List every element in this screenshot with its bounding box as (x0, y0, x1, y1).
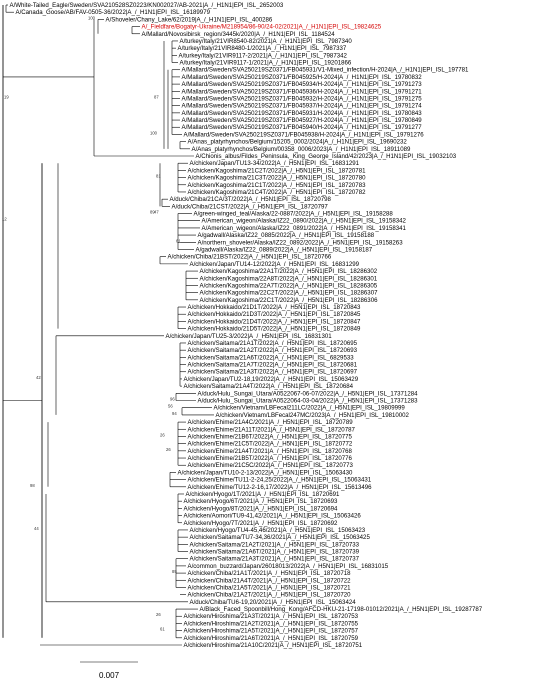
tip-label: A/Mallard/Sweden/SVA250219SZ0371/FB045936/H-2024|A_/_H1N1|EPI_ISL_19791271 (181, 88, 422, 96)
bootstrap-value: 12 (2, 216, 7, 222)
tip-label: A/chicken/Japan/TU10-2-13/2022|A_/_H5N1|EPI_ISL_15063430 (177, 469, 353, 477)
tip-label: A/chicken/Hyogo/TU4-45,46/2021|A_/_H5N1|EPI_ISL_15063423 (189, 526, 366, 534)
tip-label: A/chicken/Hokkaido/21D4T/2022|A_/_H5N1|EPI_ISL_18720847 (187, 318, 361, 326)
tip-label: A/chicken/Kagoshima/22A8T/2022|A_/_H5N1|EPI_ISL_18286301 (199, 275, 378, 283)
tip-label: A/Mallard/Sweden/SVA250219SZ0371/FB045937/H-2024|A_/_H1N1|EPI_ISL_19791274 (181, 102, 422, 110)
tip-label: A/chicken/Kagoshima/21C2T/2022|A_/_H5N1|EPI_ISL_18720781 (187, 167, 366, 175)
tip-label: A/chicken/Kagoshima/21C1T/2022|A_/_H5N1|EPI_ISL_18720783 (187, 181, 366, 189)
tip-label: A/chicken/Japan/TU14-12/2022|A_/_H5N1|EPI_ISL_16831299 (189, 260, 360, 268)
tip-label: A/northern_shoveler/Alaska/IZ22_0892/2022|A_/_H5N1|EPI_ISL_19158263 (197, 239, 403, 247)
tip-label: A/chicken/Saitama/21A2T/2022|A_/_H5N1|EPI_ISL_18720693 (187, 347, 358, 355)
tip-label: A/duck/Hulu_Sungai_Utara/A0522067-06-07/2022|A_/_H5N1|EPI_ISL_17371284 (197, 390, 418, 398)
tip-labels (10, 2, 483, 649)
tip-label: A/chicken/Saitama/21A7T/2022|A_/_H5N1|EPI_ISL_18720681 (187, 361, 358, 369)
tip-label: A/green-winged_teal/Alaska/22-0887/2022|A_/_H5N1|EPI_ISL_19158288 (193, 210, 393, 218)
highlighted-tip-label: A/_Fieldfare/Bogatyr-Ukraine/M218954/86-90/24-02/2021|A_/_H1N1|EPI_ISL_19824625 (141, 23, 382, 31)
bootstrap-value: 26 (160, 432, 165, 438)
tip-label: A/Shoveler/Chany_Lake/62/2019|A_/_H1N1|EPI_ISL_400286 (105, 16, 273, 24)
tip-label: A/turkey/Italy/21VIR8480-1/2021|A_/_H1N1|EPI_ISL_7987337 (177, 45, 347, 53)
tip-label: A/chicken/Ehime/21A4T/2021|A_/_H5N1|EPI_ISL_18720768 (187, 447, 352, 455)
tip-label: A/Chionis_albus/Fildes_Peninsula,_King_George_Island/42/2023|A_/_H1N1|EPI_ISL_19032103 (195, 153, 457, 161)
tip-label: A/chicken/Hokkaido/21D1T/2022|A_/_H5N1|EPI_ISL_18720843 (187, 304, 361, 312)
bootstrap-value: 56 (168, 403, 173, 409)
tip-label: A/chicken/Kagoshima/22C2T/2022|A_/_H5N1|EPI_ISL_18286307 (199, 289, 378, 297)
tip-label: A/Mallard/Sweden/SVA250219SZ0371/FB045931/V1-Mixed_infection/H-2024|A_/_H1N1|EPI_ISL_197781 (181, 66, 469, 74)
tip-label: A/chicken/Saitama/TU7-34,36/2021|A_/_H5N1|EPI_ISL_15063425 (189, 534, 370, 542)
tip-label: A/chicken/Kagoshima/22C1T/2022|A_/_H5N1|EPI_ISL_18286306 (199, 296, 378, 304)
tip-label: A/chicken/Kagoshima/22A7T/2022|A_/_H5N1|EPI_ISL_18286305 (199, 282, 378, 290)
tip-label: A/chicken/Hyogo/1T/2021|A_/_H5N1|EPI_ISL_18720691 (185, 490, 340, 498)
bootstrap-value: 19 (4, 94, 9, 100)
tip-label: A/chicken/Saitama/21A3T/2021|A_/_H5N1|EPI_ISL_18720737 (189, 555, 360, 563)
tip-label: A/Mallard/Sweden/SVA250219SZ0371/FB045940/H-2024|A_/_H1N1|EPI_ISL_19791277 (181, 124, 422, 132)
tip-label: A/chicken/Ehime/21B6T/2022|A_/_H5N1|EPI_ISL_18720775 (187, 433, 352, 441)
bootstrap-values (2, 15, 181, 631)
tip-label: A/chicken/Chiba/21A5T/2021|A_/_H5N1|EPI_ISL_18720721 (187, 584, 351, 592)
tip-label: A/chicken/Hiroshima/21A2T/2021|A_/_H5N1|EPI_ISL_18720755 (183, 620, 359, 628)
tip-label: A/chicken/Aomori/TU9-41,42/2021|A_/_H5N1|EPI_ISL_15063426 (183, 512, 361, 520)
tip-label: A/Mallard/Sweden/SVA250219SZ0371/FB045934/H-2024|A_/_H1N1|EPI_ISL_19791273 (181, 81, 422, 89)
bootstrap-value: 81 (156, 173, 161, 179)
tip-label: A/duck/Chiba/21CA/3T/2022|A_/_H5N1|EPI_ISL_18720798 (169, 196, 331, 204)
tip-label: A/chicken/Chiba/21BST/2022|A_/_H5N1|EPI_ISL_18720766 (167, 253, 332, 261)
tip-label: A/White-Tailed_Eagle/Sweden/SVA210528SZ0223/KN002027/AB-2021|A_/_H1N1|EPI_ISL_2652003 (9, 2, 284, 9)
tip-label: A/duck/Hulu_Sungai_Utara/A0522064-03-04/2022|A_/_H5N1|EPI_ISL_17371283 (197, 397, 418, 405)
bootstrap-value: 89 (150, 209, 155, 215)
scale-bar-label: 0.007 (99, 671, 120, 680)
tip-label: A/duck/Chiba/21CST/2022|A_/_H5N1|EPI_ISL_18720797 (171, 203, 328, 211)
tip-label: A/Mallard/Sweden/SVA250219SZ0371/FB045938/H-2024|A_/_H1N1|EPI_ISL_19791276 (183, 131, 424, 139)
tip-label: A/turkey/Italy/21VIR8540-82/2021|A_/_H1N1|EPI_ISL_7987340 (179, 37, 352, 45)
bootstrap-value: 96 (170, 396, 175, 402)
bootstrap-value: 100 (150, 130, 157, 136)
tip-label: A/chicken/Vietnam/LBFecal247MC/2023|A_/_H5N1|EPI_ISL_19810002 (215, 411, 409, 419)
tip-label: A/American_wigeon/Alaska/IZ22_0890/2022|A_/_H5N1|EPI_ISL_19158342 (201, 217, 406, 225)
tip-label: A/gadwall/Alaska/IZ22_0889/2022|A_/_H5N1|EPI_ISL_19158187 (195, 246, 373, 254)
bootstrap-value: 44 (34, 525, 39, 531)
tip-label: A/chicken/Hiroshima/21A6T/2021|A_/_H5N1|EPI_ISL_18720759 (183, 634, 359, 642)
tip-label: A/chicken/Japan/TU2-18,19/2022|A_/_H5N1|EPI_ISL_15063429 (183, 375, 359, 383)
tip-label: A/chicken/Vietnam/LBFecal211LC/2022|A_/_H5N1|EPI_ISL_19809999 (213, 404, 405, 412)
tip-label: A/chicken/Ehime/TU11-2-24,25/2022|A_/_H5N1|EPI_ISL_15063431 (187, 476, 372, 484)
tip-label: A/Mallard/Sweden/SVA250219SZ0371/FB045927/H-2024|A_/_H1N1|EPI_ISL_19780849 (181, 117, 422, 125)
tip-label: A/turkey/Italy/21VIR9117-1/2021|A_/_H1N1|EPI_ISL_19201866 (179, 59, 352, 67)
tip-label: A/chicken/Kagoshima/21C4T/2022|A_/_H5N1|EPI_ISL_18720782 (187, 188, 366, 196)
tip-label: A/chicken/Saitama/21A3T/2022|A_/_H5N1|EPI_ISL_18720697 (187, 368, 358, 376)
bootstrap-value: 89 (172, 569, 177, 575)
tip-label: A/Mallard/Sweden/SVA250219SZ0371/FB045932/H-2024|A_/_H1N1|EPI_ISL_19791275 (181, 95, 422, 103)
tip-label: A/chicken/Hyogo/6T/2021|A_/_H5N1|EPI_ISL_18720693 (183, 498, 338, 506)
tip-label: A/chicken/Ehime/21A4C/2021|A_/_H5N1|EPI_ISL_18720789 (187, 419, 353, 427)
bootstrap-value: 98 (30, 482, 35, 488)
tip-label: A/chicken/Ehime/21B5T/2022|A_/_H5N1|EPI_ISL_18720776 (187, 455, 352, 463)
tip-label: A/chicken/Kagoshima/21C3T/2022|A_/_H5N1|EPI_ISL_18720780 (187, 174, 366, 182)
tip-label: A/chicken/Japan/TU25-3/2022|A_/_H5N1|EPI_ISL_16831301 (165, 332, 332, 340)
tip-label: A/turkey/Italy/21VIR9117-2/2021|A_/_H1N1|EPI_ISL_7987342 (178, 52, 347, 60)
bootstrap-value: 42 (36, 374, 41, 380)
tip-label: A/American_wigeon/Alaska/IZ22_0891/2022|A_/_H5N1|EPI_ISL_19158341 (201, 224, 406, 232)
tip-label: A/chicken/Ehime/21C5T/2022|A_/_H5N1|EPI_ISL_18720772 (187, 440, 353, 448)
tip-label: A/chicken/Hyogo/8T/2021|A_/_H5N1|EPI_ISL_18720694 (183, 505, 338, 513)
tip-label: A/Anas_platyrhynchos/Belgium/00358_0006/2023|A_/_H1N1|EPI_ISL_18911089 (191, 145, 411, 153)
tip-label: A/chicken/Ehime/21C5C/2022|A_/_H5N1|EPI_ISL_18720773 (187, 462, 353, 470)
tip-label: A/chicken/Saitama/21A6T/2022|A_/_H5N1|EPI_ISL_6829533 (187, 354, 354, 362)
tip-label: A/Mallard/Sweden/SVA250219SZ0371/FB045931/H-2024|A_/_H1N1|EPI_ISL_19780843 (181, 109, 422, 117)
tip-label: A/chicken/Chiba/21A2T/2021|A_/_H5N1|EPI_ISL_18720720 (187, 591, 351, 599)
tip-label: A/chicken/Hyogo/7T/2021|A_/_H5N1|EPI_ISL_18720692 (183, 519, 338, 527)
tip-label: A/Mallard/Sweden/SVA250219SZ0371/FB045925/H-2024|A_/_H1N1|EPI_ISL_19780832 (181, 73, 422, 81)
tip-label: A/Canada_Goose/AB/FAV-0505-36/2022|A_/_H1N1|EPI_ISL_16189979 (15, 9, 210, 17)
tip-label: A/chicken/Hokkaido/21D5T/2022|A_/_H5N1|EPI_ISL_18720849 (187, 325, 361, 333)
tip-label: A/gadwall/Alaska/IZ22_0885/2022|A_/_H5N1|EPI_ISL_19158188 (197, 232, 375, 240)
tip-label: A/chicken/Hiroshima/21A5T/2021|A_/_H5N1|EPI_ISL_18720757 (183, 627, 359, 635)
tip-label: A/chicken/Kagoshima/22A1T/2022|A_/_H5N1|EPI_ISL_18286302 (199, 268, 378, 276)
tip-label: A/chicken/Japan/TU13-34/2022|A_/_H5N1|EPI_ISL_16831291 (189, 160, 360, 168)
bootstrap-value: 26 (156, 612, 161, 618)
bootstrap-value: 26 (166, 446, 171, 452)
bootstrap-value: 61 (160, 626, 165, 632)
scale-bar (80, 662, 138, 680)
tip-label: A/Mallard/Novosibirsk_region/3445k/2020|A_/_H1N1|EPI_ISL_1184524 (141, 30, 335, 38)
tip-label: A/chicken/Chiba/21A4T/2021|A_/_H5N1|EPI_ISL_18720722 (187, 577, 351, 585)
tip-label: A/Anas_platyrhynchos/Belgium/15205_0002/2024|A_/_H1N1|EPI_ISL_19690232 (187, 138, 407, 146)
tip-label: A/chicken/Saitama/21A1T/2022|A_/_H5N1|EPI_ISL_18720695 (187, 339, 358, 347)
tip-label: A/chicken/Hiroshima/21A10C/2021|A_/_H5N1|EPI_ISL_18720751 (183, 642, 363, 649)
tip-label: A/chicken/Chiba/21A1T/2021|A_/_H5N1|EPI_ISL_18720718 (187, 570, 351, 578)
bootstrap-value: 47 (154, 209, 159, 215)
bootstrap-value: 94 (172, 410, 177, 416)
tip-label: A/chicken/Saitama/21A2T/2021|A_/_H5N1|EPI_ISL_18720733 (189, 541, 360, 549)
tip-label: A/duck/Chiba/TU6-19,20/2021|A_/_H5N1|EPI_ISL_15063424 (189, 598, 356, 606)
tip-label: A/chicken/Ehime/21A11T/2021|A_/_H5N1|EPI_ISL_18720787 (187, 426, 355, 434)
tip-label: A/Black_Faced_Spoonbill/Hong_Kong/AFCD-HKU-21-17198-01012/2021|A_/_H5N1|EPI_ISL_19287787 (199, 606, 483, 614)
bootstrap-value: 61 (176, 238, 181, 244)
tip-label: A/common_buzzard/Japan/26018013/2022|A_/_H5N1|EPI_ISL_16831015 (187, 562, 389, 570)
tip-label: A/chicken/Ehime/TU12-2-16,17/2022|A_/_H5N1|EPI_ISL_15613496 (187, 483, 372, 491)
tip-label: A/chicken/Saitama/21A6T/2021|A_/_H5N1|EPI_ISL_18720739 (189, 548, 360, 556)
tip-label: A/chicken/Hokkaido/21D3T/2022|A_/_H5N1|EPI_ISL_18720845 (187, 311, 361, 319)
bootstrap-value: 100 (88, 15, 95, 21)
tip-label: A/chicken/Saitama/21A4T/2022|A_/_H5N1|EPI_ISL_18720684 (183, 383, 354, 391)
bootstrap-value: 87 (154, 94, 159, 100)
tip-label: A/chicken/Hiroshima/21A3T/2021|A_/_H5N1|EPI_ISL_18720753 (183, 613, 359, 621)
